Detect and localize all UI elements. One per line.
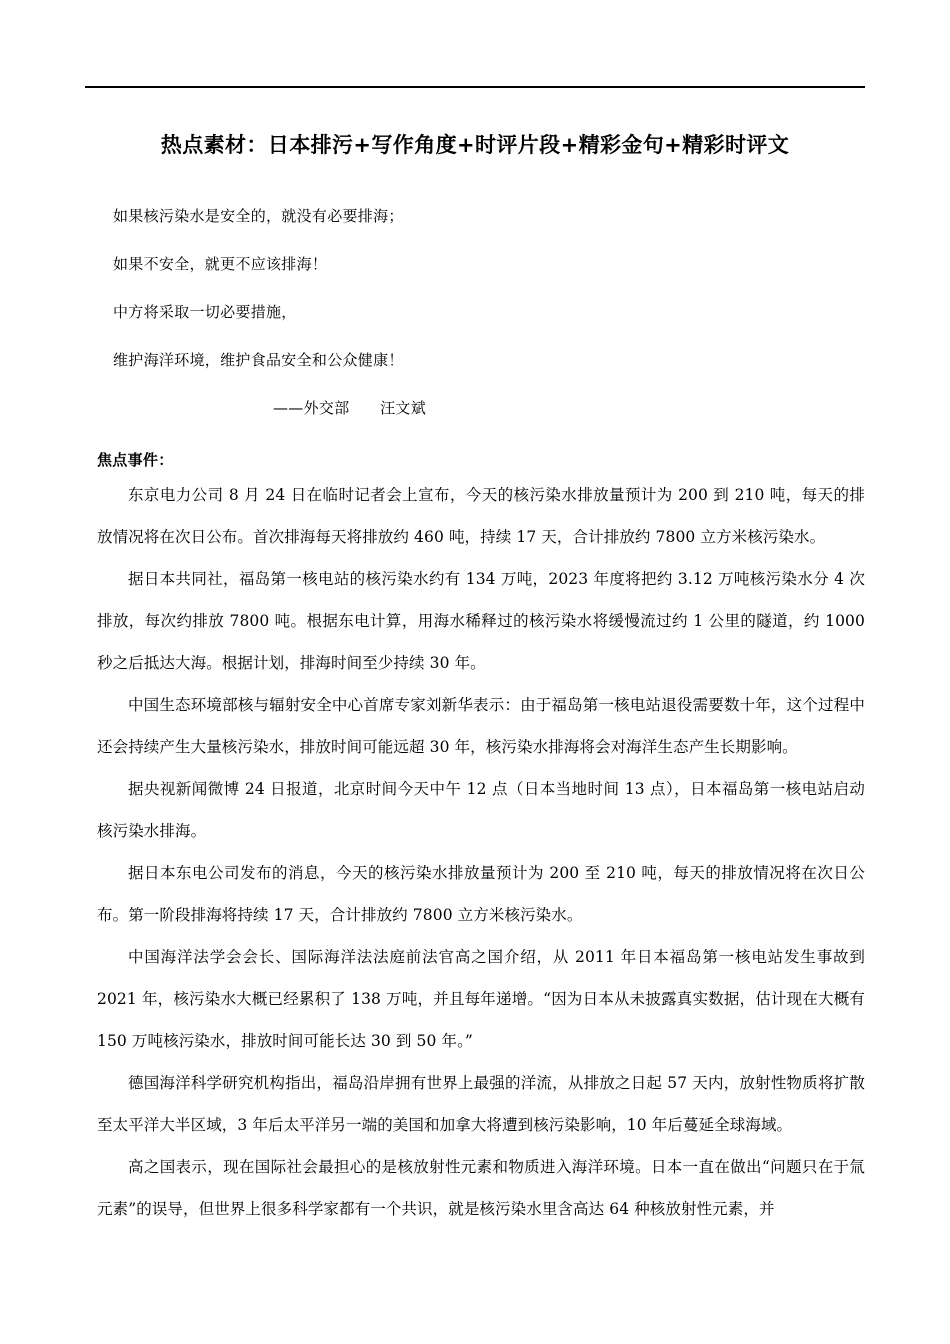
section-heading-focus-event: 焦点事件： — [97, 451, 174, 469]
body-paragraph: 中国海洋法学会会长、国际海洋法法庭前法官高之国介绍，从 2011 年日本福岛第一核电站发生事故到 2021 年，核污染水大概已经累积了 138 万吨，并且每年递增。“因为日本从未披露真实数据，估计现在大概有 150 万吨核污染水，排放时间可能长达 30 到 50 年。” — [97, 948, 865, 1050]
epigraph-line: 中方将采取一切必要措施， — [113, 303, 297, 321]
epigraph-attribution: ——外交部 汪文斌 — [273, 399, 427, 417]
body-paragraph: 高之国表示，现在国际社会最担心的是核放射性元素和物质进入海洋环境。日本一直在做出“问题只在于氚元素”的误导，但世界上很多科学家都有一个共识，就是核污染水里含高达 64 种核放射性元素，并 — [97, 1158, 865, 1218]
epigraph-line: 如果核污染水是安全的，就没有必要排海； — [113, 207, 404, 225]
document-content — [85, 110, 865, 1230]
body-paragraph: 中国生态环境部核与辐射安全中心首席专家刘新华表示：由于福岛第一核电站退役需要数十年，这个过程中还会持续产生大量核污染水，排放时间可能远超 30 年，核污染水排海将会对海洋生态产生长期影响。 — [97, 696, 865, 756]
body-paragraph: 德国海洋科学研究机构指出，福岛沿岸拥有世界上最强的洋流，从排放之日起 57 天内，放射性物质将扩散至太平洋大半区域，3 年后太平洋另一端的美国和加拿大将遭到核污染影响，10 年后蔓延全球海域。 — [97, 1074, 865, 1134]
epigraph-line: 维护海洋环境，维护食品安全和公众健康！ — [113, 351, 404, 369]
epigraph-block — [85, 204, 865, 420]
body-paragraph: 据日本东电公司发布的消息，今天的核污染水排放量预计为 200 至 210 吨，每天的排放情况将在次日公布。第一阶段排海将持续 17 天，合计排放约 7800 立方米核污染水。 — [97, 864, 865, 924]
body-paragraph: 据日本共同社，福岛第一核电站的核污染水约有 134 万吨，2023 年度将把约 3.12 万吨核污染水分 4 次排放，每次约排放 7800 吨。根据东电计算，用海水稀释过的核污染水将缓慢流过约 1 公里的隧道，约 1000 秒之后抵达大海。根据计划，排海时间至少持续 30 年。 — [97, 570, 865, 672]
page-title: 热点素材：日本排污+写作角度+时评片段+精彩金句+精彩时评文 — [160, 133, 790, 157]
body-paragraph: 据央视新闻微博 24 日报道，北京时间今天中午 12 点（日本当地时间 13 点），日本福岛第一核电站启动核污染水排海。 — [97, 780, 865, 840]
body-paragraph: 东京电力公司 8 月 24 日在临时记者会上宣布，今天的核污染水排放量预计为 200 到 210 吨，每天的排放情况将在次日公布。首次排海每天将排放约 460 吨，持续 17 天，合计排放约 7800 立方米核污染水。 — [97, 486, 865, 546]
epigraph-line: 如果不安全，就更不应该排海！ — [113, 255, 328, 273]
header-divider — [85, 86, 865, 88]
